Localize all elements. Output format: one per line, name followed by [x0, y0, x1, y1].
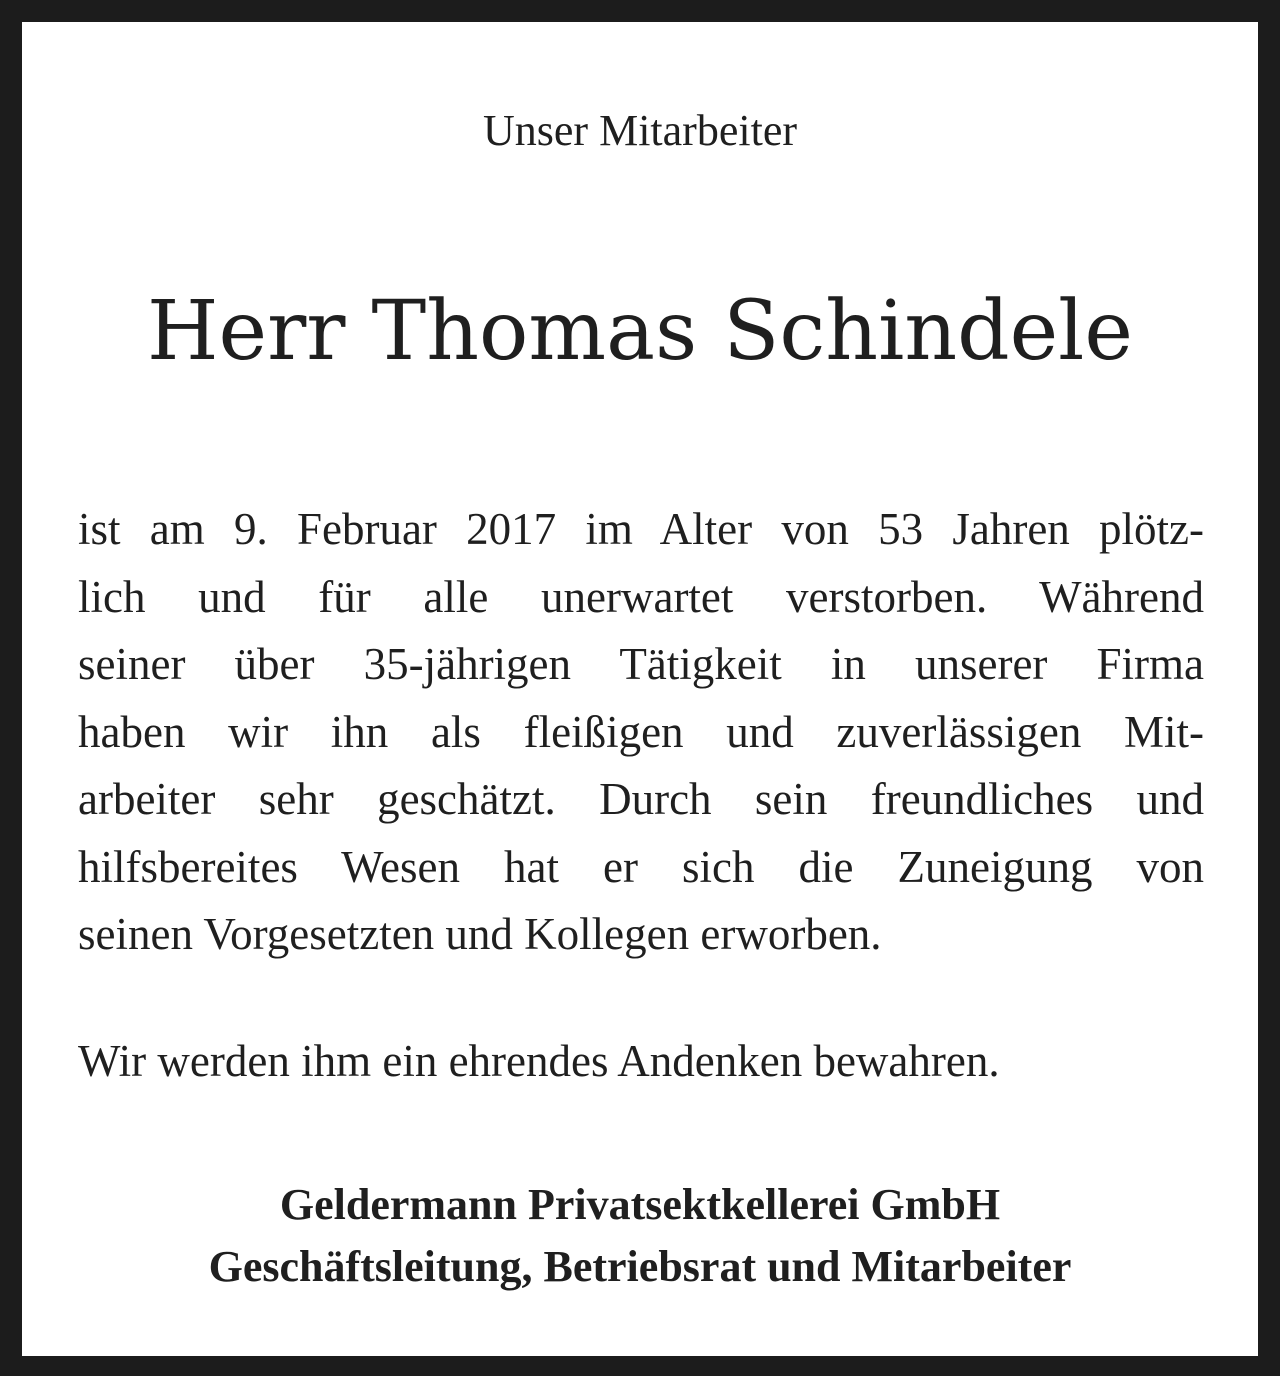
intro-line: Unser Mitarbeiter [483, 106, 797, 155]
body-line: hilfsbereites Wesen hat er sich die Zuneigung von [78, 841, 1204, 892]
body-line: seiner über 35-jährigen Tätigkeit in unserer Firma [78, 639, 1204, 689]
notice-body-text [78, 496, 1204, 969]
body-line: seinen Vorgesetzten und Kollegen erworben. [78, 909, 882, 959]
signature-group: Geschäftsleitung, Betriebsrat und Mitarbeiter [208, 1242, 1072, 1291]
closing-sentence: Wir werden ihm ein ehrendes Andenken bewahren. [78, 1036, 1000, 1086]
deceased-name: Herr Thomas Schindele [147, 284, 1133, 379]
signature-company: Geldermann Privatsektkellerei GmbH [279, 1180, 1001, 1229]
body-line: arbeiter sehr geschätzt. Durch sein freundliches und [78, 774, 1204, 824]
obituary-notice [22, 22, 1258, 1356]
body-line: haben wir ihn als fleißigen und zuverlässigen Mit- [78, 706, 1204, 757]
body-line: lich und für alle unerwartet verstorben. Während [78, 571, 1204, 622]
signature-block [22, 1174, 1258, 1298]
body-line: ist am 9. Februar 2017 im Alter von 53 Jahren plötz- [78, 504, 1204, 554]
